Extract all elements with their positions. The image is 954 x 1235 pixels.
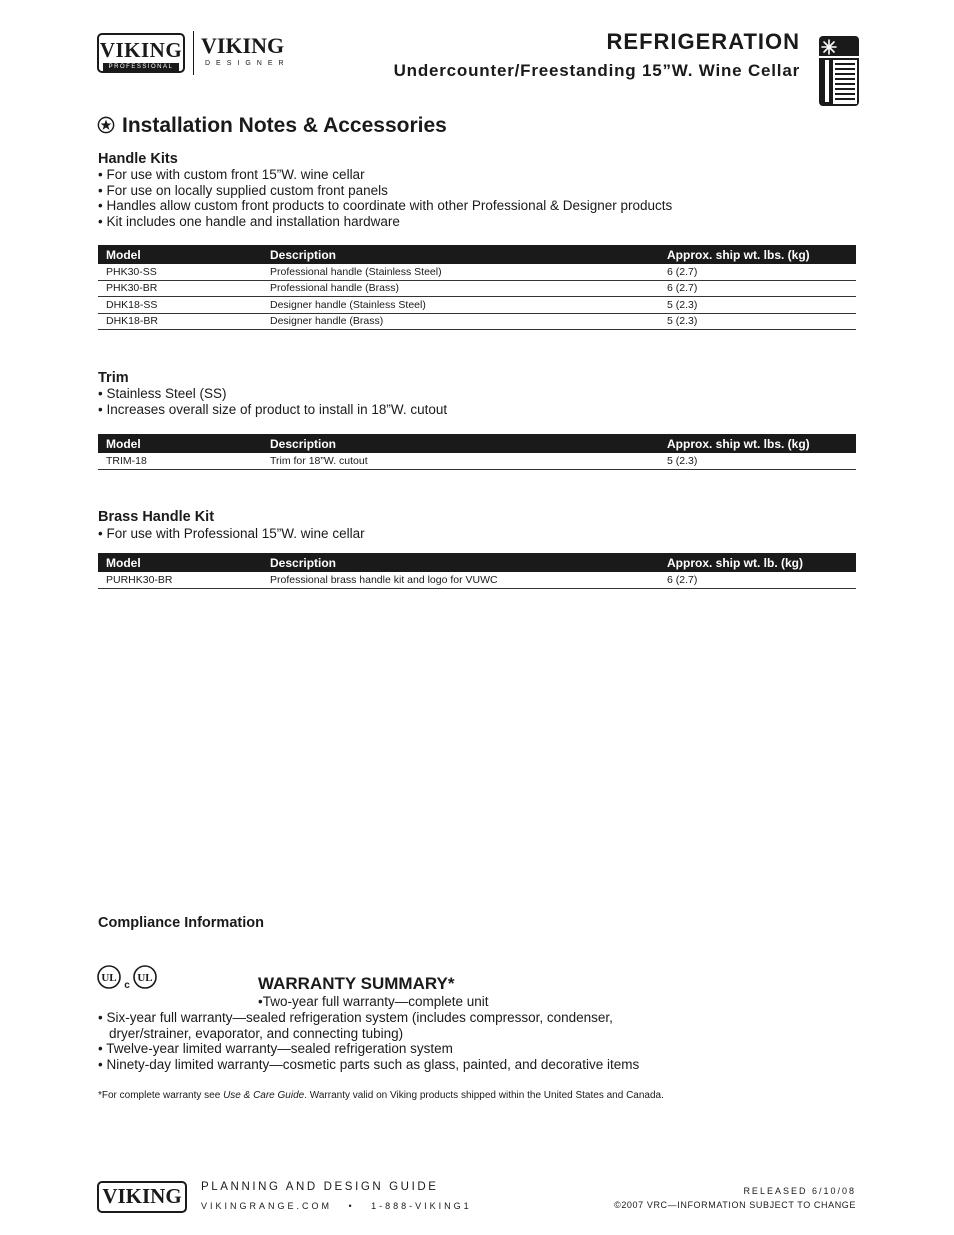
viking-designer-logo: VIKING DESIGNER: [201, 33, 290, 67]
ul-mark-left: UL: [101, 972, 117, 984]
column-header-description: Description: [262, 434, 659, 453]
footer-guide-title: PLANNING AND DESIGN GUIDE: [201, 1181, 439, 1193]
table-row: [98, 264, 856, 280]
cell-weight: 5 (2.3): [659, 453, 856, 469]
ul-listed-icon: [97, 964, 163, 994]
handle-kits-bullets: [98, 167, 672, 229]
brass-handle-kit-heading: Brass Handle Kit: [98, 509, 215, 525]
brass-handle-kit-table: [98, 553, 856, 589]
list-item: • Stainless Steel (SS): [98, 386, 227, 401]
cell-weight: 5 (2.3): [659, 313, 856, 330]
viking-professional-logo: VIKING PROFESSIONAL: [97, 33, 185, 73]
list-item-continuation: dryer/strainer, evaporator, and connecting tubing): [109, 1025, 404, 1041]
compliance-heading: Compliance Information: [98, 915, 264, 931]
cell-model: DHK18-BR: [98, 313, 262, 330]
cell-description: Trim for 18”W. cutout: [262, 453, 659, 469]
cell-description: Professional brass handle kit and logo for VUWC: [262, 572, 659, 588]
footer-release-date: RELEASED 6/10/08: [743, 1186, 856, 1196]
cell-model: DHK18-SS: [98, 297, 262, 314]
list-item: • Ninety-day limited warranty—cosmetic parts such as glass, painted, and decorative items: [98, 1056, 640, 1072]
warranty-list: [98, 1010, 639, 1072]
warranty-footnote: *For complete warranty see Use & Care Guide. Warranty valid on Viking products shipped within the United States and Canada.: [98, 1090, 664, 1101]
list-item: • For use with custom front 15”W. wine cellar: [98, 167, 365, 182]
table-row: [98, 453, 856, 469]
logo-divider: [193, 31, 194, 75]
column-header-weight: Approx. ship wt. lbs. (kg): [659, 245, 856, 264]
trim-table: [98, 434, 856, 470]
refrigerator-snowflake-icon: [817, 34, 861, 108]
cell-model: PHK30-BR: [98, 280, 262, 297]
column-header-model: Model: [98, 245, 262, 264]
warranty-first-item: •Two-year full warranty—complete unit: [258, 994, 489, 1009]
cell-description: Designer handle (Stainless Steel): [262, 297, 659, 314]
handle-kits-heading: Handle Kits: [98, 151, 178, 167]
list-item: • Twelve-year limited warranty—sealed refrigeration system: [98, 1041, 453, 1057]
table-row: [98, 572, 856, 588]
brass-handle-kit-bullets: [98, 526, 365, 542]
table-row: [98, 313, 856, 330]
footer-copyright: ©2007 VRC—INFORMATION SUBJECT TO CHANGE: [614, 1200, 856, 1210]
cell-weight: 5 (2.3): [659, 297, 856, 314]
footer-viking-logo: VIKING: [97, 1181, 187, 1213]
cell-model: PURHK30-BR: [98, 572, 262, 588]
use-care-guide-reference: Use & Care Guide: [223, 1090, 305, 1101]
ul-c-mark: c: [124, 980, 130, 991]
list-item: • Kit includes one handle and installation hardware: [98, 213, 400, 229]
cell-description: Professional handle (Brass): [262, 280, 659, 297]
list-item: • Six-year full warranty—sealed refrigeration system (includes compressor, condenser,: [98, 1010, 613, 1025]
ul-certification-icons: [97, 964, 163, 994]
footer-contact: VIKINGRANGE.COM • 1-888-VIKING1: [201, 1201, 472, 1211]
table-header-row: [98, 553, 856, 572]
cell-description: Designer handle (Brass): [262, 313, 659, 330]
column-header-weight: Approx. ship wt. lb. (kg): [659, 553, 856, 572]
column-header-weight: Approx. ship wt. lbs. (kg): [659, 434, 856, 453]
column-header-description: Description: [262, 553, 659, 572]
list-item: • For use with Professional 15”W. wine cellar: [98, 526, 365, 541]
handle-kits-table: [98, 245, 856, 330]
trim-heading: Trim: [98, 370, 129, 386]
table-row: [98, 280, 856, 297]
page-subtitle: Undercounter/Freestanding 15”W. Wine Cellar: [393, 61, 800, 80]
star-circle-icon: [96, 116, 116, 134]
cell-model: TRIM-18: [98, 453, 262, 469]
section-title: Installation Notes & Accessories: [96, 114, 447, 138]
page-category-title: REFRIGERATION: [606, 29, 800, 54]
cell-weight: 6 (2.7): [659, 264, 856, 280]
table-header-row: [98, 245, 856, 264]
list-item: • For use on locally supplied custom front panels: [98, 182, 388, 198]
cell-weight: 6 (2.7): [659, 572, 856, 588]
list-item: • Increases overall size of product to install in 18”W. cutout: [98, 401, 448, 417]
trim-bullets: [98, 386, 447, 417]
table-row: [98, 297, 856, 314]
cell-weight: 6 (2.7): [659, 280, 856, 297]
column-header-model: Model: [98, 553, 262, 572]
list-item: • Handles allow custom front products to coordinate with other Professional & Designer products: [98, 198, 673, 213]
warranty-title: WARRANTY SUMMARY*: [258, 974, 455, 993]
cell-model: PHK30-SS: [98, 264, 262, 280]
column-header-model: Model: [98, 434, 262, 453]
ul-mark-right: UL: [137, 972, 153, 984]
table-header-row: [98, 434, 856, 453]
column-header-description: Description: [262, 245, 659, 264]
cell-description: Professional handle (Stainless Steel): [262, 264, 659, 280]
